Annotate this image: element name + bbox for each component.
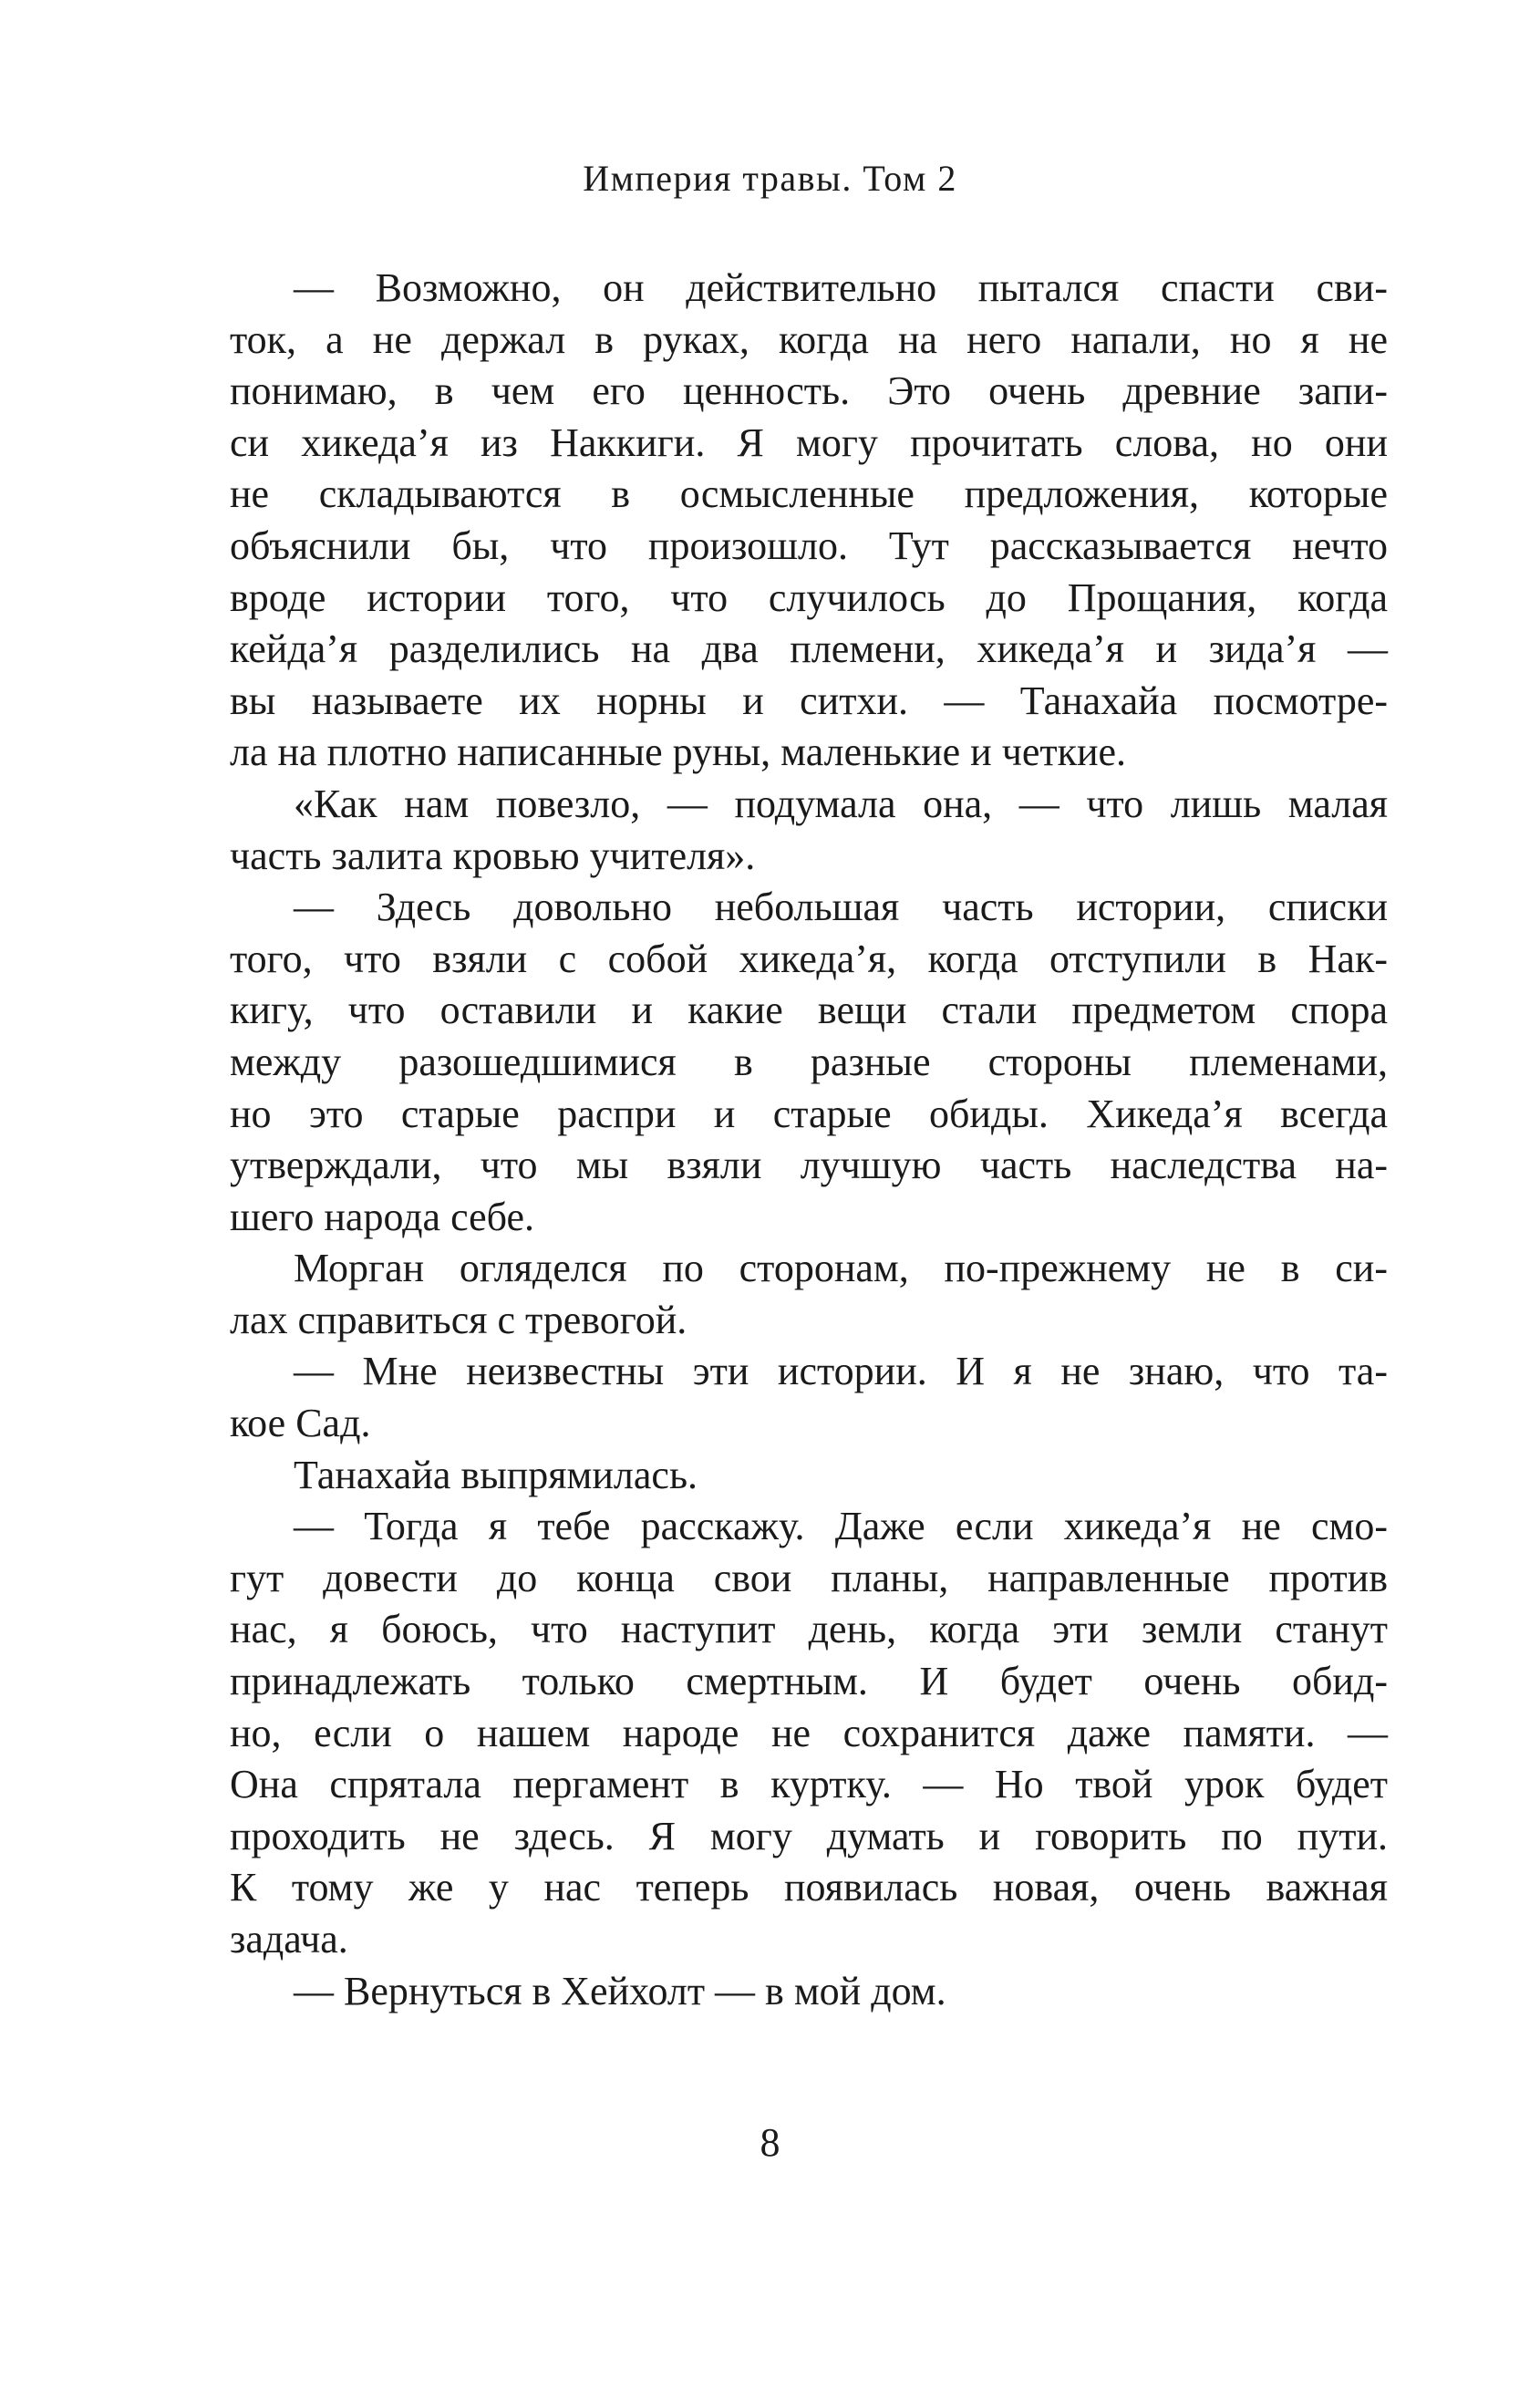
text-line: Танахайа выпрямилась. [294, 1452, 698, 1497]
text-line: кигу, что оставили и какие вещи стали предметом спора [230, 988, 1388, 1033]
text-line: Морган огляделся по сторонам, по-прежнему не в си- [294, 1246, 1388, 1291]
text-line: — Тогда я тебе расскажу. Даже если хикеда’я не смо- [294, 1504, 1388, 1549]
text-line: между разошедшимися в разные стороны племенами, [230, 1039, 1388, 1084]
text-line: нас, я боюсь, что наступит день, когда эти земли станут [230, 1607, 1388, 1652]
text-line: вроде истории того, что случилось до Прощания, когда [230, 574, 1388, 620]
text-line: но, если о нашем народе не сохранится даже памяти. — [230, 1710, 1388, 1755]
text-line: К тому же у нас теперь появилась новая, очень важная [230, 1865, 1388, 1910]
text-line: лах справиться с тревогой. [230, 1297, 687, 1342]
text-line: кое Сад. [230, 1401, 371, 1446]
text-line: си хикеда’я из Наккиги. Я могу прочитать слова, но они [230, 419, 1388, 465]
page-number: 8 [760, 2120, 780, 2165]
text-line: шего народа себе. [230, 1194, 535, 1239]
text-line: принадлежать только смертным. И будет очень обид- [230, 1659, 1388, 1704]
text-line: ток, а не держал в руках, когда на него напали, но я не [230, 316, 1388, 362]
text-line: «Как нам повезло, — подумала она, — что лишь малая [294, 781, 1388, 826]
text-line: Она спрятала пергамент в куртку. — Но твой урок будет [230, 1762, 1388, 1807]
text-line: но это старые распри и старые обиды. Хикеда’я всегда [230, 1091, 1388, 1136]
text-line: гут довести до конца свои планы, направленные против [230, 1555, 1388, 1600]
text-line: — Мне неизвестны эти истории. И я не знаю, что та- [294, 1349, 1388, 1394]
text-line: кейда’я разделились на два племени, хикеда’я и зида’я — [230, 626, 1388, 672]
text-line: ла на плотно написанные руны, маленькие и четкие. [230, 730, 1127, 775]
text-line: утверждали, что мы взяли лучшую часть наследства на- [230, 1143, 1388, 1188]
text-line: — Вернуться в Хейхолт — в мой дом. [294, 1968, 946, 2013]
text-line: проходить не здесь. Я могу думать и говорить по пути. [230, 1813, 1388, 1858]
text-line: не складываются в осмысленные предложения, которые [230, 471, 1388, 517]
text-line: — Возможно, он действительно пытался спасти сви- [294, 265, 1388, 310]
text-line: часть залита кровью учителя». [230, 833, 756, 878]
text-line: задача. [230, 1917, 348, 1961]
text-line: вы называете их норны и ситхи. — Танахайа посмотре- [230, 678, 1388, 723]
page-body [230, 263, 1388, 2017]
running-header: Империя травы. Том 2 [583, 158, 957, 199]
text-line: объяснили бы, что произошло. Тут рассказывается нечто [230, 523, 1388, 568]
text-line: того, что взяли с собой хикеда’я, когда отступили в Нак- [230, 936, 1388, 981]
text-line: понимаю, в чем его ценность. Это очень древние запи- [230, 368, 1388, 414]
text-line: — Здесь довольно небольшая часть истории, списки [294, 885, 1388, 930]
